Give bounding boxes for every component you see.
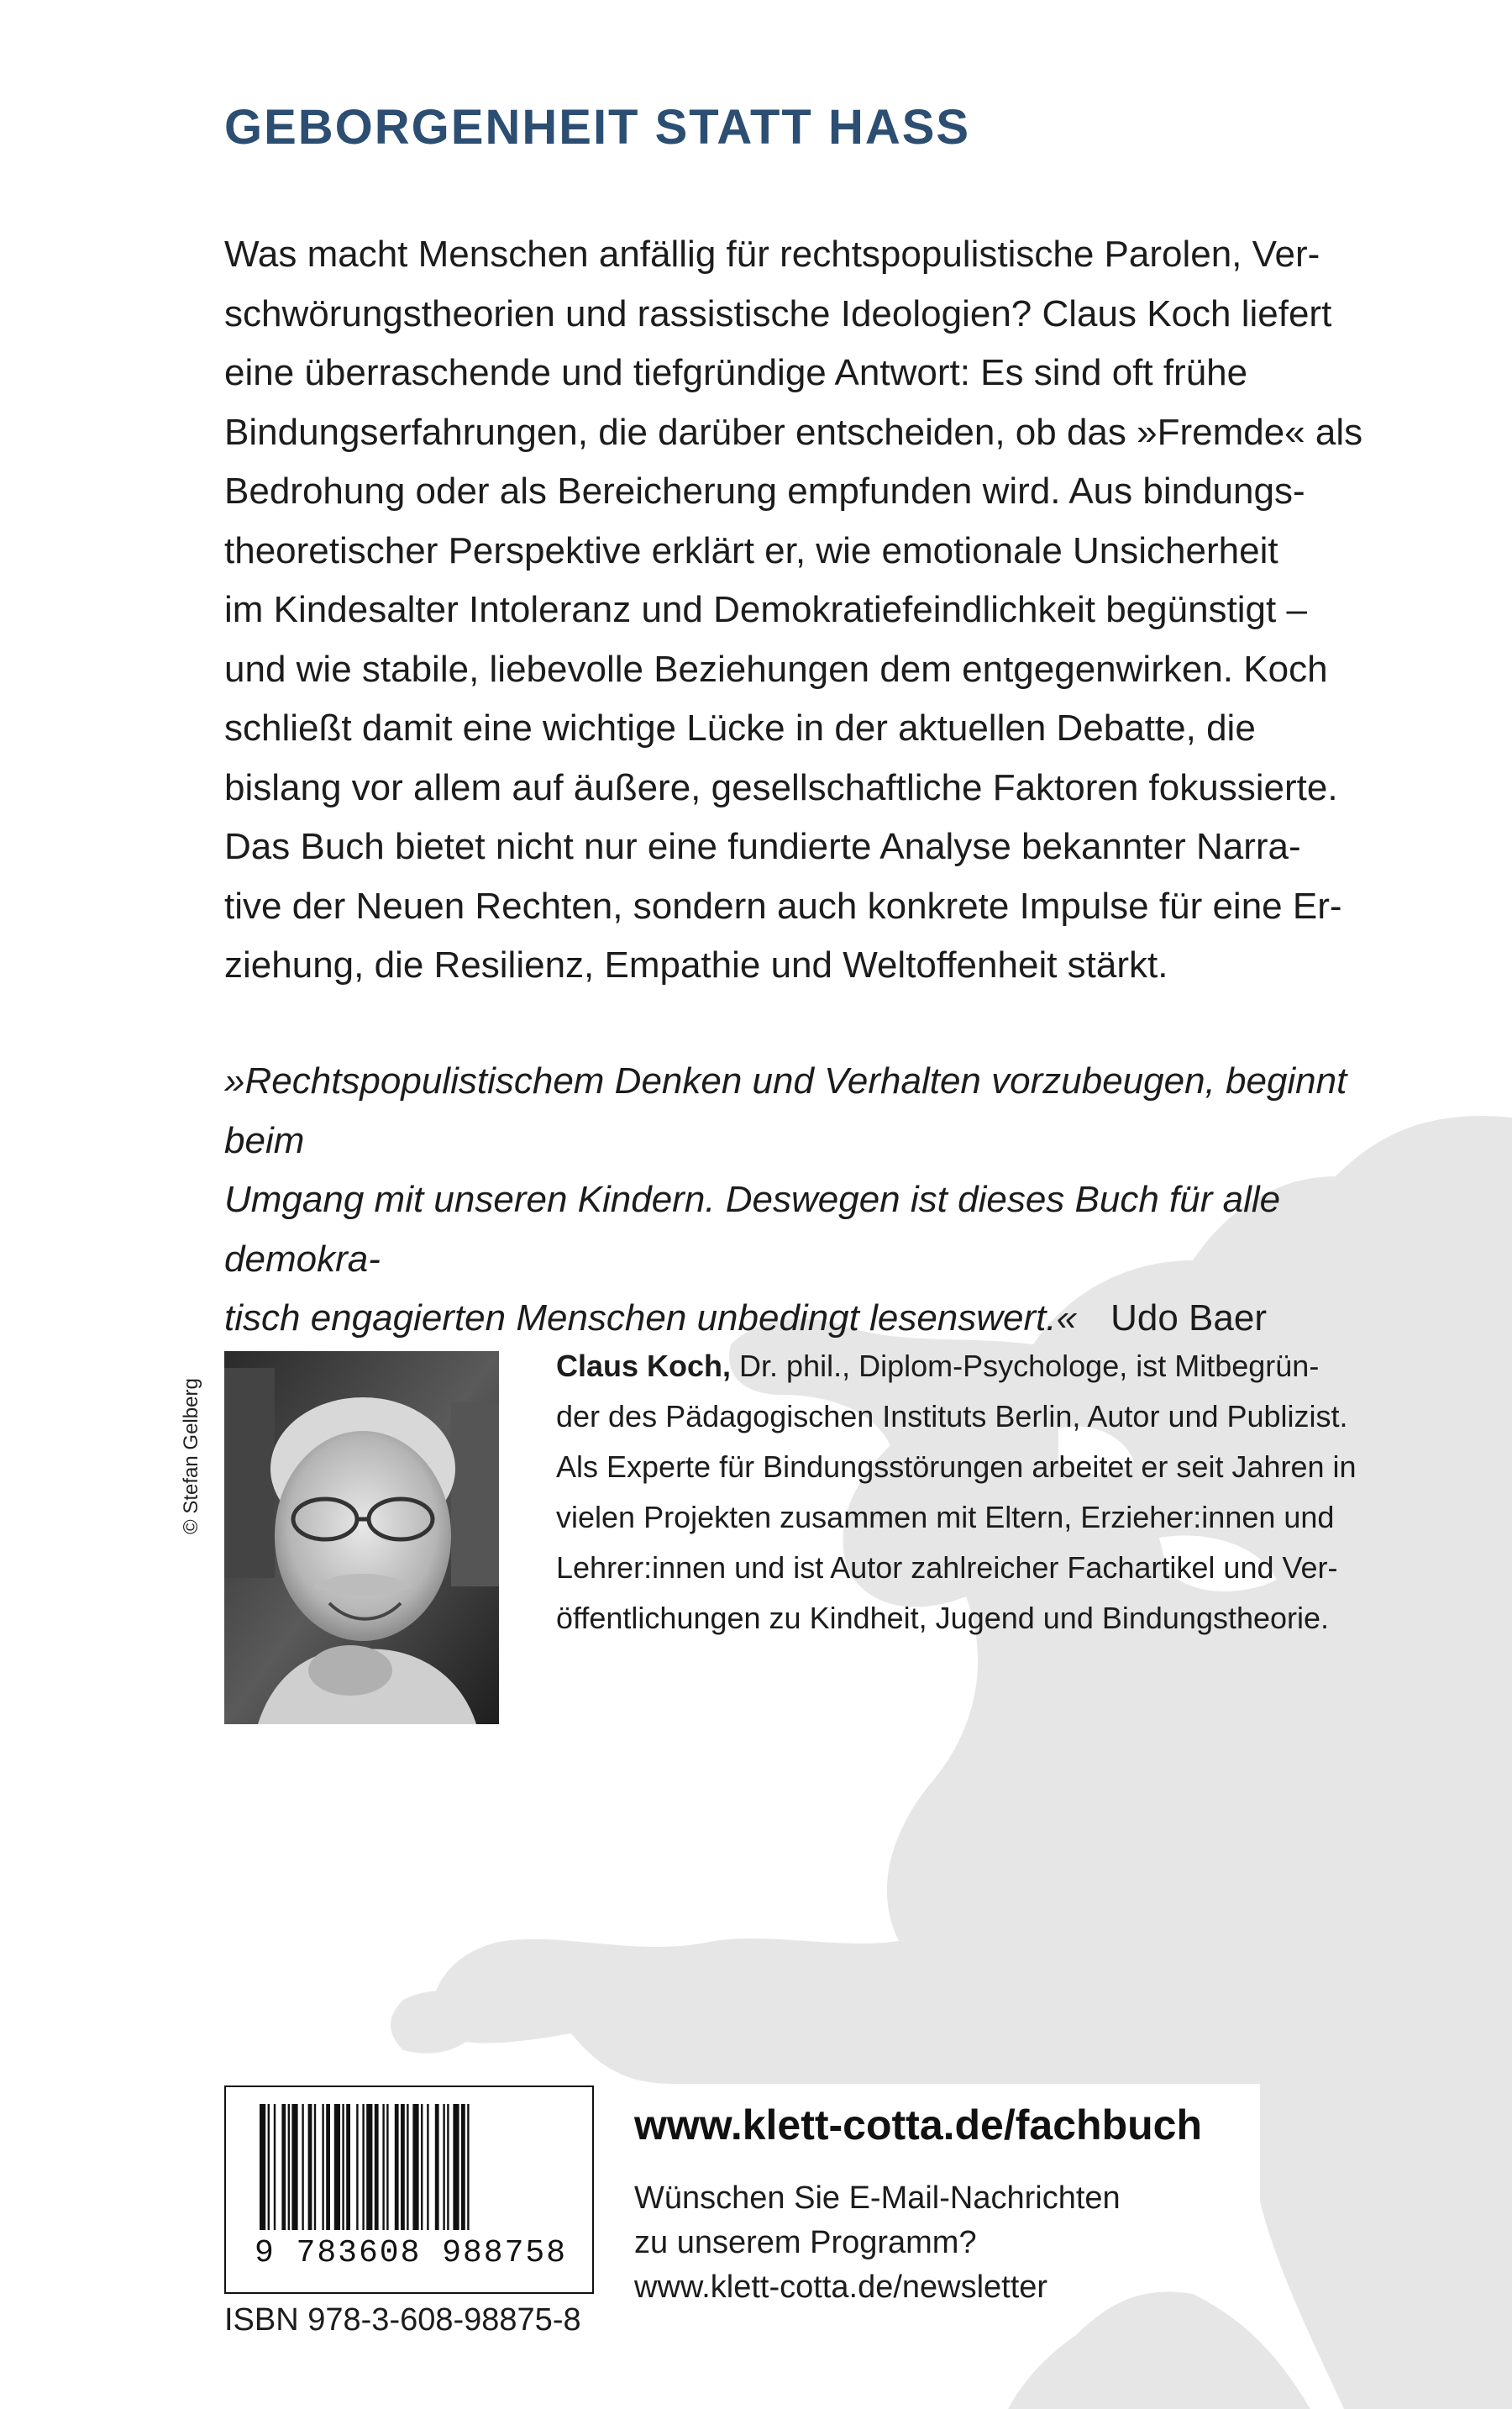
barcode-bar [453, 2104, 459, 2230]
blurb-line: ziehung, die Resilienz, Empathie und Weltoffenheit stärkt. [224, 944, 1168, 986]
barcode-digits: 9 783608 988758 [254, 2235, 568, 2271]
blurb-line: Bedrohung oder als Bereicherung empfunden wird. Aus bindungs- [224, 471, 1305, 512]
barcode-bar [407, 2104, 408, 2230]
barcode-bar [443, 2104, 444, 2230]
quote-line: »Rechtspopulistischem Denken und Verhalten vorzubeugen, beginnt beim [224, 1060, 1347, 1161]
author-bio [556, 1341, 1413, 1644]
newsletter-url[interactable]: www.klett-cotta.de/newsletter [634, 2270, 1048, 2305]
barcode-bar [291, 2104, 297, 2230]
author-portrait-image [224, 1351, 499, 1724]
blurb-line: Das Buch bietet nicht nur eine fundierte Analyse bekannter Narra- [224, 826, 1301, 867]
quote-text: tisch engagierten Menschen unbedingt lesenswert.« [224, 1297, 1078, 1339]
barcode-bar [461, 2104, 465, 2230]
blurb-line: schließt damit eine wichtige Lücke in der aktuellen Debatte, die [224, 707, 1256, 749]
blurb-line: schwörungstheorien und rassistische Ideologien? Claus Koch liefert [224, 292, 1332, 334]
quote-line: Umgang mit unseren Kindern. Deswegen ist dieses Buch für alle demokra- [224, 1179, 1281, 1280]
blurb-line: tive der Neuen Rechten, sondern auch konkrete Impulse für eine Er- [224, 885, 1342, 927]
barcode-bar [435, 2104, 439, 2230]
blurb-line: Bindungserfahrungen, die darüber entscheiden, ob das »Fremde« als [224, 411, 1363, 453]
blurb-line: theoretischer Perspektive erklärt er, wie emotionale Unsicherheit [224, 529, 1278, 571]
barcode-bar [382, 2104, 384, 2230]
newsletter-line: zu unserem Programm? [634, 2225, 977, 2260]
blurb-line: im Kindesalter Intoleranz und Demokratiefeindlichkeit begünstigt – [224, 589, 1307, 630]
barcode-bar [421, 2104, 423, 2230]
barcode-bar [401, 2104, 405, 2230]
barcode-bar [375, 2104, 379, 2230]
barcode-bar [314, 2104, 316, 2230]
barcode-bar [302, 2104, 303, 2230]
barcode-bar [386, 2104, 388, 2230]
author-photo [224, 1351, 499, 1724]
photo-credit: © Stefan Gelberg [180, 1378, 202, 1534]
barcode-bar [412, 2104, 418, 2230]
bio-line: der des Pädagogischen Instituts Berlin, Autor und Publizist. [556, 1399, 1348, 1433]
quote-author: Udo Baer [1110, 1297, 1267, 1339]
barcode-bar [346, 2104, 350, 2230]
blurb-line: eine überraschende und tiefgründige Antwort: Es sind oft frühe [224, 352, 1248, 393]
barcode-bar [308, 2104, 312, 2230]
barcode-bar [356, 2104, 358, 2230]
bio-line: vielen Projekten zusammen mit Eltern, Erzieher:innen und [556, 1500, 1335, 1534]
barcode-bar [362, 2104, 364, 2230]
barcode-bar [288, 2104, 290, 2230]
barcode [224, 2086, 594, 2294]
barcode-bars [260, 2104, 587, 2230]
barcode-bar [342, 2104, 344, 2230]
bio-text: Dr. phil., Diplom-Psychologe, ist Mitbegrün- [731, 1349, 1320, 1383]
blurb-line: bislang vor allem auf äußere, gesellschaftliche Faktoren fokussierte. [224, 766, 1338, 808]
quote-line-last [224, 1289, 1350, 1349]
book-headline: GEBORGENHEIT STATT HASS [224, 100, 971, 155]
review-quote [224, 1052, 1350, 1349]
bio-line: öffentlichungen zu Kindheit, Jugend und Bindungstheorie. [556, 1601, 1330, 1635]
barcode-bar [268, 2104, 270, 2230]
newsletter-info [634, 2176, 1474, 2310]
barcode-bar [274, 2104, 276, 2230]
publisher-url[interactable]: www.klett-cotta.de/fachbuch [634, 2101, 1203, 2149]
blurb-line: und wie stabile, liebevolle Beziehungen dem entgegenwirken. Koch [224, 648, 1328, 690]
bio-line [556, 1341, 1413, 1391]
author-name: Claus Koch, [556, 1349, 732, 1383]
barcode-bar [334, 2104, 340, 2230]
barcode-bar [366, 2104, 372, 2230]
barcode-bar [467, 2104, 469, 2230]
barcode-bar [281, 2104, 286, 2230]
isbn-number: ISBN 978-3-608-98875-8 [224, 2302, 581, 2338]
blurb-line: Was macht Menschen anfällig für rechtspopulistische Parolen, Ver- [224, 234, 1320, 275]
barcode-bar [427, 2104, 428, 2230]
barcode-bar [326, 2104, 330, 2230]
newsletter-line: Wünschen Sie E-Mail-Nachrichten [634, 2180, 1121, 2216]
barcode-bar [395, 2104, 399, 2230]
barcode-bar [447, 2104, 449, 2230]
bio-line: Lehrer:innen und ist Autor zahlreicher Fachartikel und Ver- [556, 1550, 1338, 1585]
barcode-bar [322, 2104, 323, 2230]
book-blurb [224, 225, 1434, 996]
bio-line: Als Experte für Bindungsstörungen arbeitet er seit Jahren in [556, 1449, 1357, 1484]
barcode-bar [260, 2104, 265, 2230]
